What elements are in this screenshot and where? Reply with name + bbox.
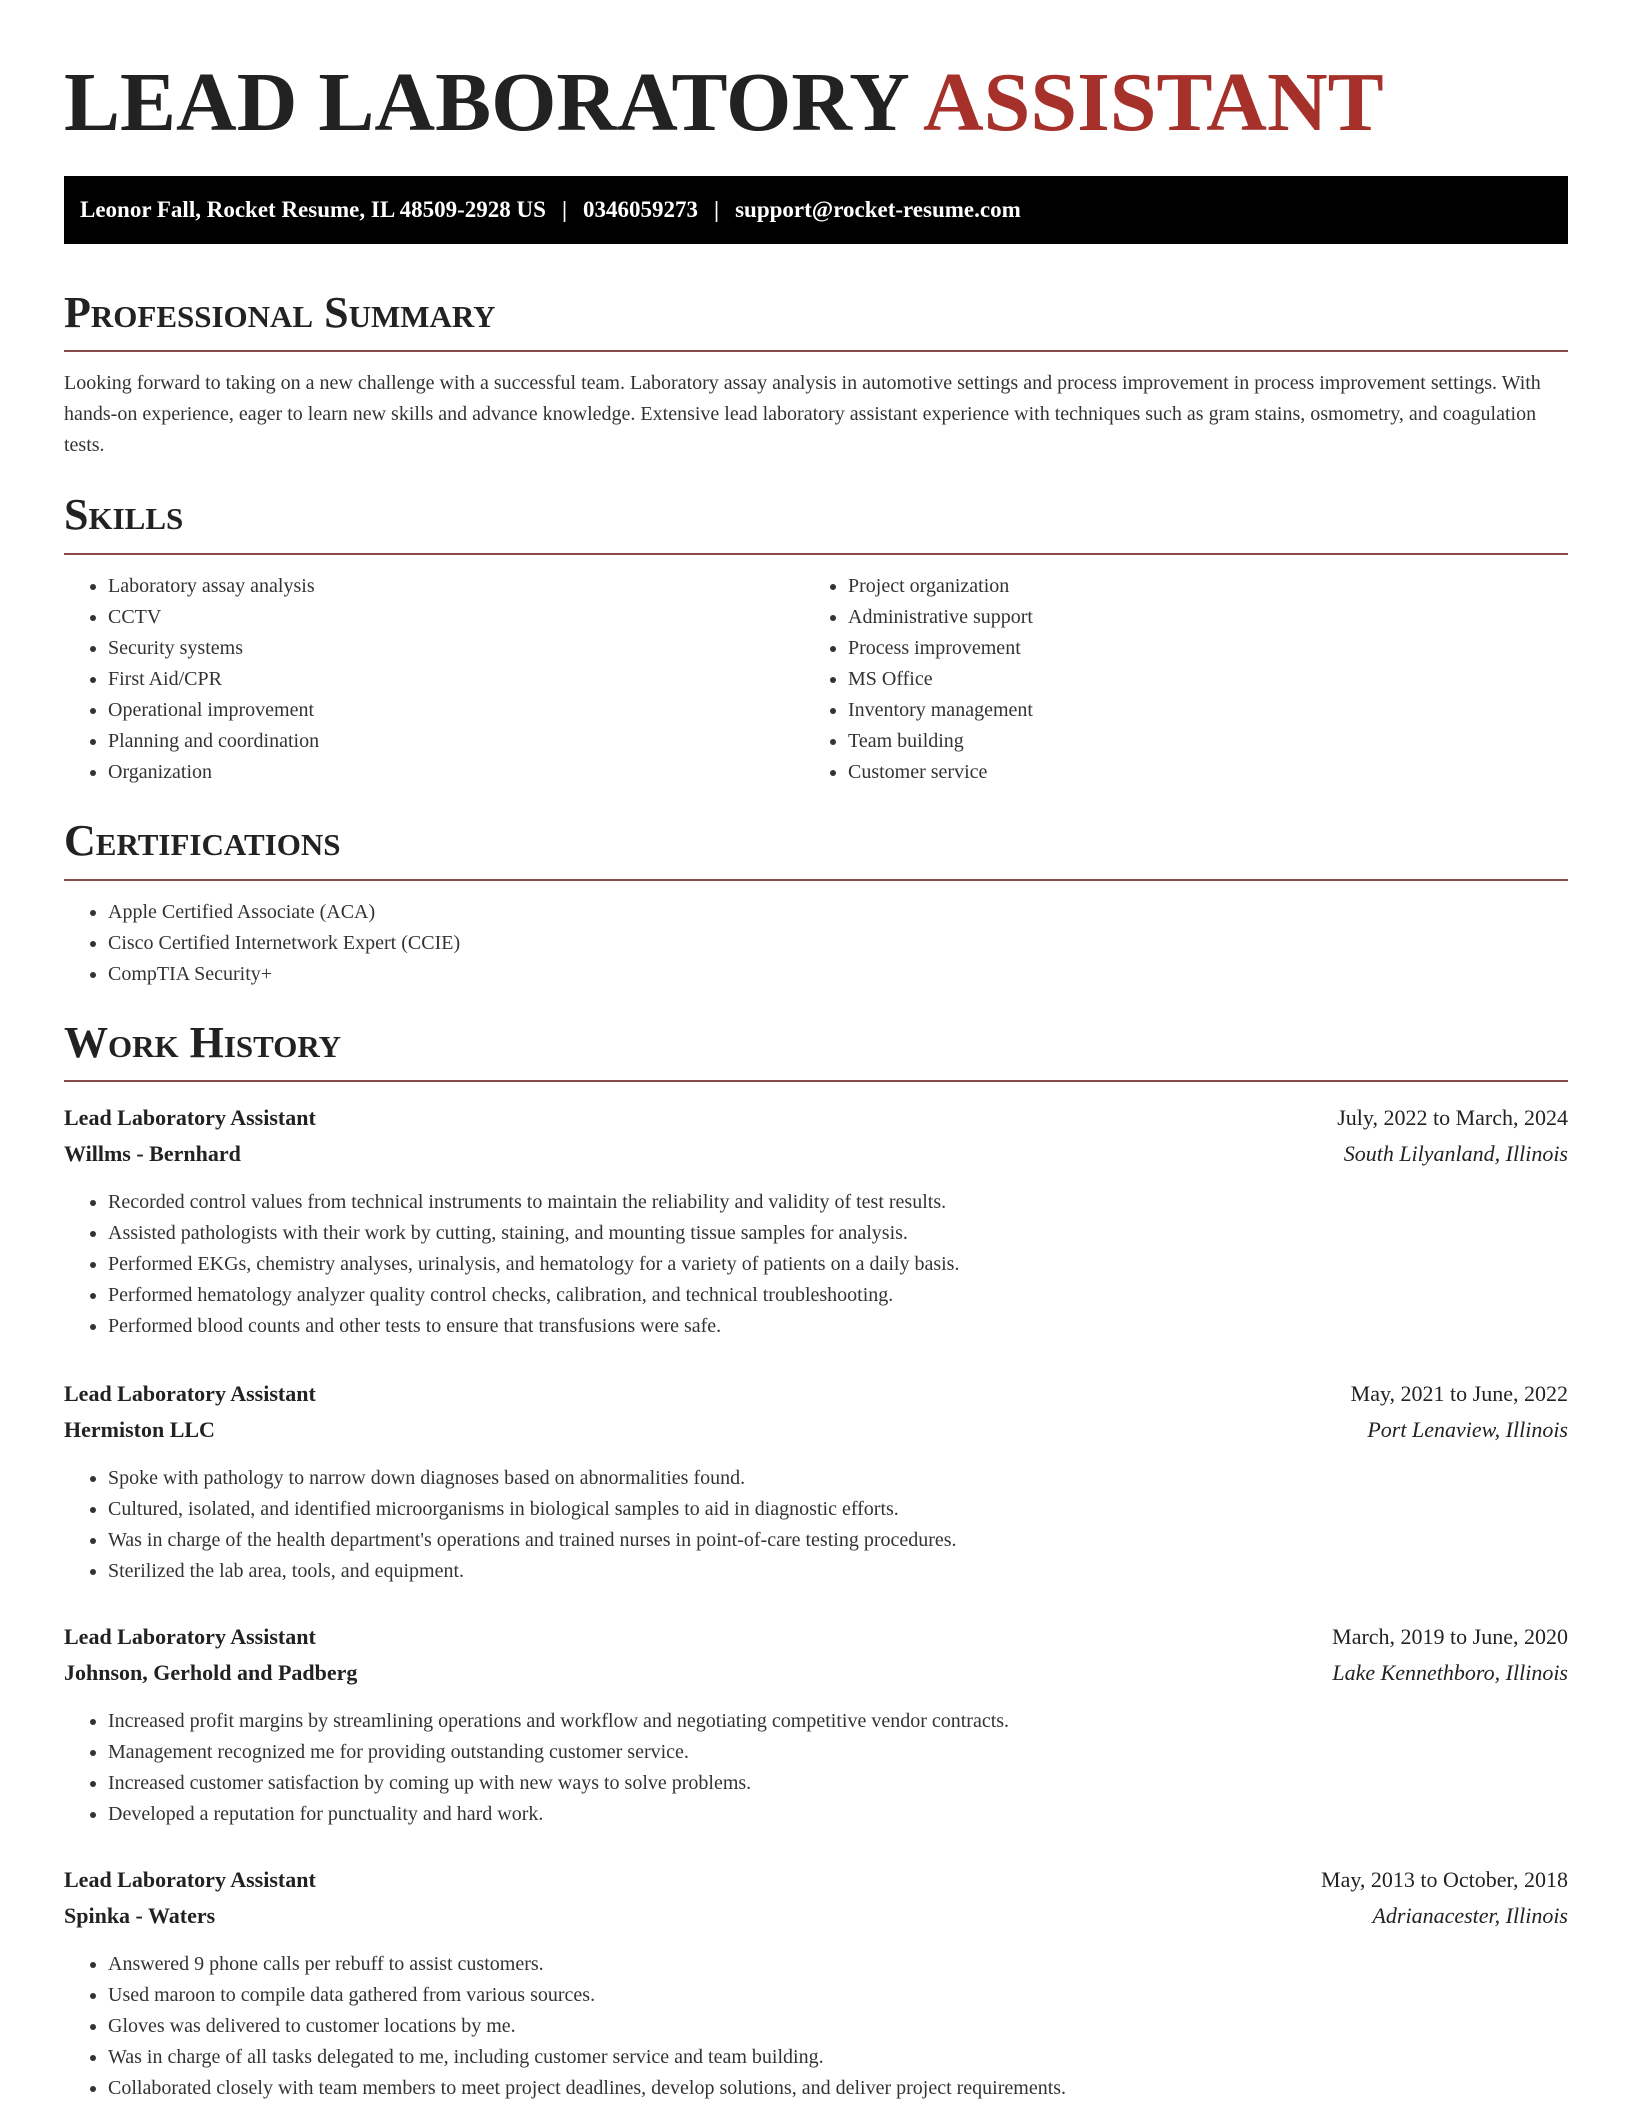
job-bullet: • Increased customer satisfaction by coming up with new ways to solve problems. <box>108 1768 1508 1799</box>
skills-heading: Skills <box>64 490 184 539</box>
certification-item: • CompTIA Security+ <box>108 959 1508 990</box>
job-title: Lead Laboratory Assistant <box>64 1867 316 1892</box>
job-bullet: • Cultured, isolated, and identified microorganisms in biological samples to aid in diagnostic efforts. <box>108 1494 1508 1525</box>
job-bullet: • Used maroon to compile data gathered from various sources. <box>108 1980 1508 2011</box>
contact-bar <box>64 176 1568 244</box>
job-bullet: • Was in charge of all tasks delegated to me, including customer service and team building. <box>108 2042 1508 2073</box>
skill-item: • Security systems <box>108 633 808 664</box>
job-location: South Lilyanland, Illinois <box>1343 1141 1568 1166</box>
skill-item: • First Aid/CPR <box>108 664 808 695</box>
job-bullets <box>64 1706 1508 1830</box>
job-bullet: • Recorded control values from technical instruments to maintain the reliability and validity of test results. <box>108 1187 1508 1218</box>
work-history-heading: Work History <box>64 1018 342 1067</box>
skills-list-right <box>804 571 1548 788</box>
certifications-heading: Certifications <box>64 816 341 865</box>
section-divider <box>64 553 1568 555</box>
job-bullet: • Gloves was delivered to customer locations by me. <box>108 2011 1508 2042</box>
job-bullet: • Sterilized the lab area, tools, and equipment. <box>108 1556 1508 1587</box>
job-company: Willms - Bernhard <box>64 1141 241 1166</box>
job-bullets <box>64 1949 1508 2104</box>
job-title: Lead Laboratory Assistant <box>64 1105 316 1130</box>
title-accent: ASSISTANT <box>923 56 1384 149</box>
job-location: Adrianacester, Illinois <box>1372 1903 1568 1928</box>
job-bullet: • Performed hematology analyzer quality control checks, calibration, and technical troubleshooting. <box>108 1280 1508 1311</box>
job-dates: May, 2021 to June, 2022 <box>1350 1381 1568 1406</box>
skill-item: • Process improvement <box>848 633 1548 664</box>
section-divider <box>64 879 1568 881</box>
contact-separator: | <box>561 197 568 222</box>
job-company: Spinka - Waters <box>64 1903 216 1928</box>
summary-heading: Professional Summary <box>64 288 496 337</box>
section-divider <box>64 350 1568 352</box>
job-bullet: • Increased profit margins by streamlining operations and workflow and negotiating competitive vendor contracts. <box>108 1706 1508 1737</box>
skill-item: • Inventory management <box>848 695 1548 726</box>
summary-text: Looking forward to taking on a new challenge with a successful team. Laboratory assay analysis in automotive settings and process improvement in process improvement settings. With hands-on experience, eager to learn new skills and advance knowledge. Extensive lead laboratory assistant experience with techniques such as gram stains, osmometry, and coagulation tests. <box>64 372 1541 456</box>
certification-item: • Cisco Certified Internetwork Expert (CCIE) <box>108 928 1508 959</box>
job-bullet: • Management recognized me for providing outstanding customer service. <box>108 1737 1508 1768</box>
job-title: Lead Laboratory Assistant <box>64 1624 316 1649</box>
contact-separator: | <box>714 197 720 222</box>
contact-phone[interactable]: 0346059273 <box>583 197 699 222</box>
job-bullet: • Collaborated closely with team members to meet project deadlines, develop solutions, and deliver project requirements. <box>108 2073 1508 2104</box>
job-bullet: • Performed EKGs, chemistry analyses, urinalysis, and hematology for a variety of patients on a daily basis. <box>108 1249 1508 1280</box>
skills-list-left <box>64 571 808 788</box>
job-bullets <box>64 1187 1508 1342</box>
skill-item: • Administrative support <box>848 602 1548 633</box>
title-main: LEAD LABORATORY <box>64 56 907 149</box>
job-location: Port Lenaview, Illinois <box>1367 1417 1568 1442</box>
skill-item: • Project organization <box>848 571 1548 602</box>
skill-item: • Laboratory assay analysis <box>108 571 808 602</box>
job-location: Lake Kennethboro, Illinois <box>1332 1660 1568 1685</box>
skill-item: • Operational improvement <box>108 695 808 726</box>
certifications-list <box>64 897 1508 990</box>
job-dates: March, 2019 to June, 2020 <box>1332 1624 1568 1649</box>
job-bullet: • Performed blood counts and other tests to ensure that transfusions were safe. <box>108 1311 1508 1342</box>
skill-item: • MS Office <box>848 664 1548 695</box>
resume-title <box>64 48 1384 158</box>
skill-item: • Planning and coordination <box>108 726 808 757</box>
certification-item: • Apple Certified Associate (ACA) <box>108 897 1508 928</box>
job-dates: July, 2022 to March, 2024 <box>1337 1105 1568 1130</box>
section-divider <box>64 1080 1568 1082</box>
contact-email[interactable]: support@rocket-resume.com <box>735 197 1021 222</box>
skill-item: • Customer service <box>848 757 1548 788</box>
job-company: Johnson, Gerhold and Padberg <box>64 1660 358 1685</box>
job-bullet: • Assisted pathologists with their work by cutting, staining, and mounting tissue samples for analysis. <box>108 1218 1508 1249</box>
job-dates: May, 2013 to October, 2018 <box>1321 1867 1568 1892</box>
job-title: Lead Laboratory Assistant <box>64 1381 316 1406</box>
skill-item: • Organization <box>108 757 808 788</box>
skill-item: • Team building <box>848 726 1548 757</box>
job-bullet: • Answered 9 phone calls per rebuff to assist customers. <box>108 1949 1508 1980</box>
job-bullet: • Spoke with pathology to narrow down diagnoses based on abnormalities found. <box>108 1463 1508 1494</box>
job-bullet: • Was in charge of the health department's operations and trained nurses in point-of-care testing procedures. <box>108 1525 1508 1556</box>
skill-item: • CCTV <box>108 602 808 633</box>
job-company: Hermiston LLC <box>64 1417 215 1442</box>
job-bullet: • Developed a reputation for punctuality and hard work. <box>108 1799 1508 1830</box>
job-bullets <box>64 1463 1508 1587</box>
contact-address: Leonor Fall, Rocket Resume, IL 48509-2928 US <box>80 197 546 222</box>
